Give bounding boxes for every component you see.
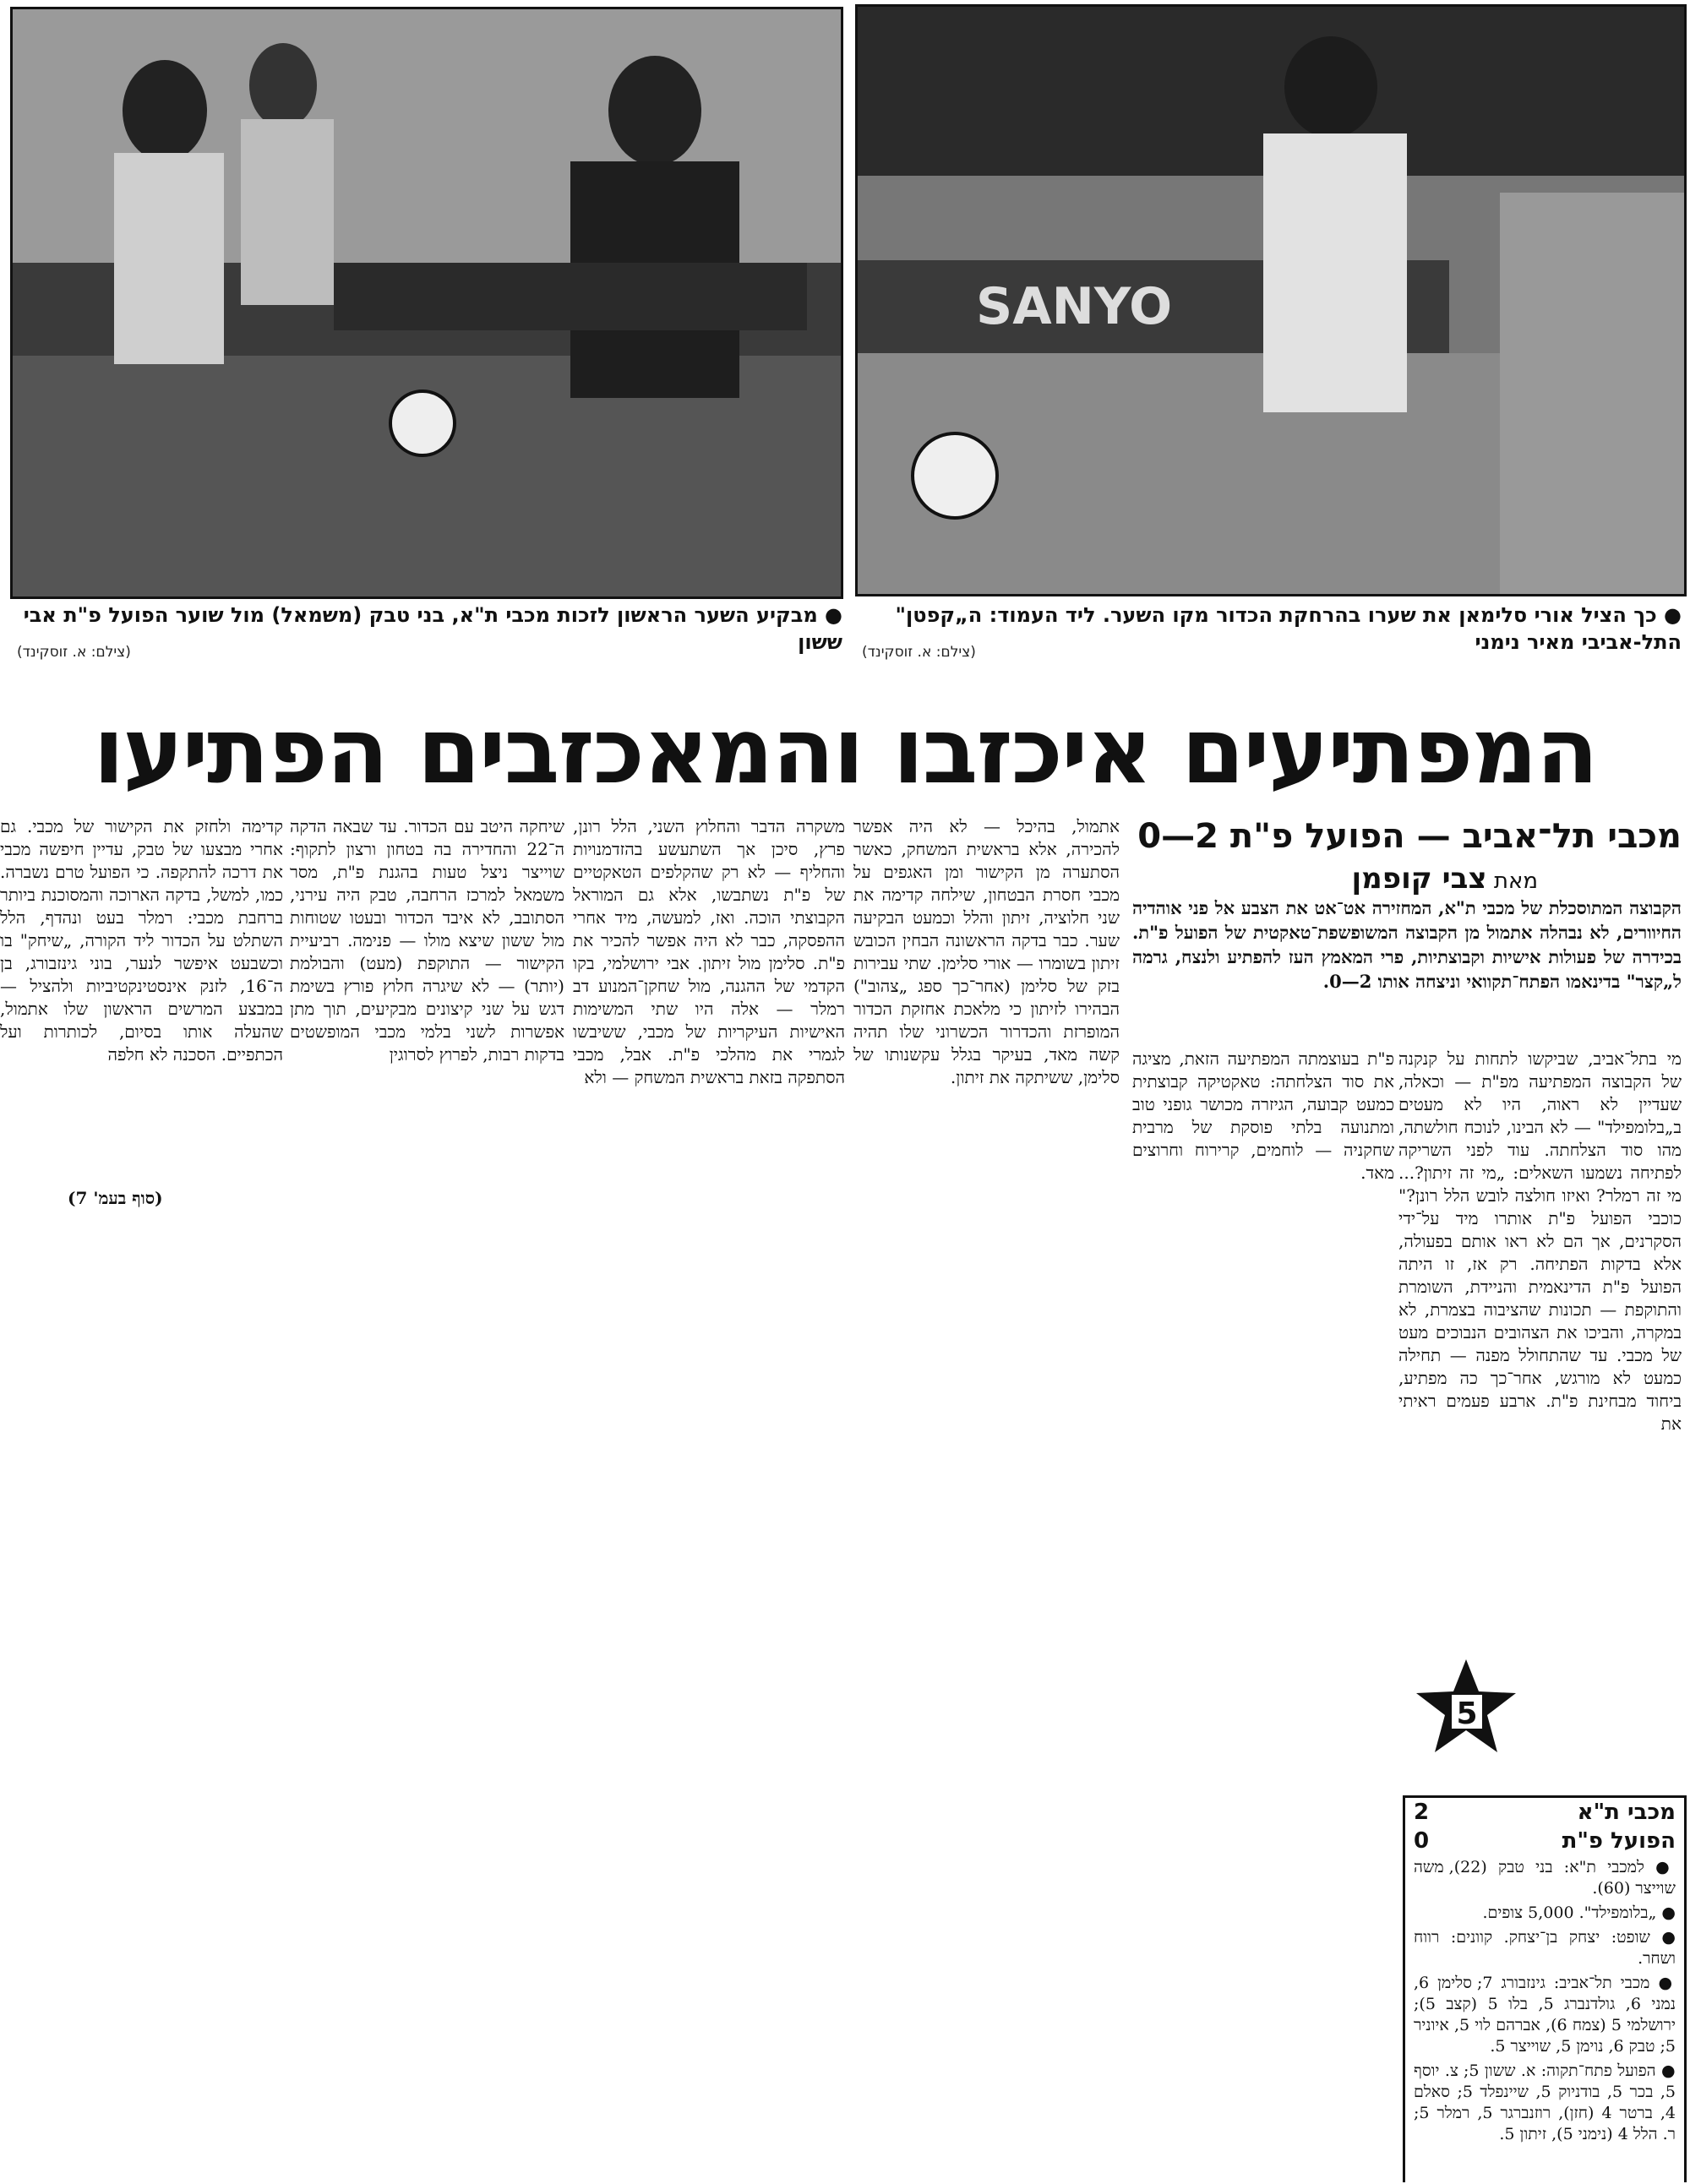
score-row-team2 xyxy=(1405,1827,1684,1855)
left-photo-credit: (צילם: א. זוסקינד) xyxy=(17,644,131,661)
right-photo-caption xyxy=(855,602,1682,656)
article-column-5 xyxy=(0,815,283,1187)
article-column-3 xyxy=(573,815,845,1212)
right-photo-caption-text: ● כך הציל אורי סלימאן את שערו בהרחקת הכדור מקו השער. ליד העמוד: ה„קפטן" התל-אביבי מאיר נימני xyxy=(895,603,1682,654)
lineup-hapoel: ● הפועל פתח־תקוה: א. ששון 5; צ. יוסף 5, בכר 5, בודניוק 5, שיינפלד 5; סאלם 4, ברטר 4 (חזן), רוזנברגר 5, רמלר 5; ר. הלל 4 (נימני 5), זיתון 5. xyxy=(1414,2061,1676,2143)
stadium-banner-text: SANYO xyxy=(976,277,1173,336)
match-scorebox xyxy=(1403,1795,1687,2182)
photo-goal-scorer-image xyxy=(13,9,841,596)
rating-star xyxy=(1411,1656,1521,1757)
scorers: ● למכבי ת"א: בני טבק (22), משה שוייצר (60). xyxy=(1414,1858,1676,1898)
article-lead xyxy=(1132,896,1682,1043)
rating-value: 5 xyxy=(1456,1697,1478,1731)
article-right-column-text: מי בתל־אביב, שביקשו לתחות על קנקנה של הקבוצה המפתיעה מפ"ת — וכאלה, שעדיין לא ראוה, היו לא מעטים ב„בלומפילד" — לא הבינו, לנוכח חולשתה, מהו סוד הצלחתה. עוד לפני השריקה לפתיחה נשמעו השאלים: „מי זה זיתון?... מי זה רמלר? ואיזו חולצה לובש הלל רונן?" כוכבי הפועל פ"ת אותרו מיד על־ידי הסקרנים, אך הם לא ראו אותם בפעולה, אלא בדקות הפתיחה. רק אז, זו היתה הפועל פ"ת הדינאמית והניידת, השומרת והתוקפת — תכונות שהציבוה בצמרת, לא במקרה, והביכו את הצהובים הנבוכים מעט של מכבי. עד שהתחולל מפנה — תחילה כמעט לא מורגש, אחר־כך כה מפתיע, ביחוד מבחינת פ"ת. ארבע פעמים ראיתי את xyxy=(1398,1048,1682,1434)
byline-name: צבי קופמן xyxy=(1351,862,1487,896)
article-right-column xyxy=(1398,1048,1682,1652)
team2-name: הפועל פ"ת xyxy=(1562,1828,1676,1854)
lineup-maccabi: ● מכבי תל־אביב: גינזבורג 7; סלימן 6, נמני 6, גולדנברג 5, בלו 5 (קצב 5); ירושלמי 5 (צמח 6), אברהם לוי 5, איוניר 5; טבק 6, נוימן 5, שוייצר 5. xyxy=(1414,1974,1676,2056)
referee: ● שופט: יצחק בן־יצחק. קוונים: רווח ושחר. xyxy=(1414,1928,1676,1968)
score-row-team1 xyxy=(1405,1798,1684,1827)
article-column-3-text: משקרה הדבר והחלוץ השני, הלל רונן, פרץ, סיכן אך השתעשע בהזדמנויות והחליף — לא רק שהקלפים הטאקטיים של פ"ת נשתבשו, אלא גם המוראל הקבוצתי הוכה. ואז, למעשה, מיד אחרי ההפסקה, כבר לא היה אפשר להכיר את פ"ת. סלימן מול זיתון. אבי ירושלמי, בקו הקדמי של ההגנה, מול שחקן־המנוע דב רמלר — אלה היו שתי המשימות האישיות העיקריות של מכבי, ששיבשו לגמרי את מהלכי פ"ת. אבל, מכבי הסתפקה בזאת בראשית המשחק — ולא xyxy=(573,816,845,1087)
right-photo-credit: (צילם: א. זוסקינד) xyxy=(862,644,976,661)
continued-note: (סוף בעמ' 7) xyxy=(68,1188,163,1208)
article-column-4 xyxy=(290,815,564,1212)
match-facts xyxy=(1405,1855,1684,2147)
photo-goalkeeper-save-image xyxy=(858,7,1684,594)
article-column-5-text: קדימה ולחזק את הקישור של מכבי. גם אחרי מבצעו של טבק, עדיין חיפשה מכבי את דרכה להתקפה. כי הפועל טרם נשברה. כמו, למשל, בדקה הארוכה והמסוכנת ביותר ברחבת מכבי: רמלר בעט ונהדף, הלל השתלט על הכדור ליד הקורה, „שיחק" בו וכשבעט איפשר לנער, בוני גינזבורג, בן ה־16, לזנק אינסטינקטיביות ולהציל — במבצע המרשים הראשון שלו אתמול, שהעלה אותו בסיום, לכותרות ועל הכתפיים. הסכנה לא חלפה xyxy=(0,816,283,1065)
byline xyxy=(1183,862,1538,896)
article-lead-text: הקבוצה המתוסכלת של מכבי ת"א, המחזירה אט־אט את הצבע אל פני אוהדיה החיוורים, לא נבהלה אתמול מן הקבוצה המשופשפת־טאקטית של הפועל פ"ת. בכידרה של פעולות אישיות וקבוצתיות, פרי המאמץ העז להפתיע ולנצח, גרמה ל„קצר" בדינאמו הפתח־תקוואי וניצחה אותו 2—0. xyxy=(1132,897,1682,992)
left-photo-caption-text: ● מבקיע השער הראשון לזכות מכבי ת"א, בני טבק (משמאל) מול שוער הפועל פ"ת אבי ששון xyxy=(23,603,842,654)
venue: ● „בלומפילד". 5,000 צופים. xyxy=(1482,1904,1676,1922)
team1-name: מכבי ת"א xyxy=(1577,1800,1676,1825)
photo-goalkeeper-save xyxy=(855,4,1687,596)
team2-score: 0 xyxy=(1414,1828,1430,1854)
photo-goal-scorer xyxy=(10,7,843,599)
match-subhead: מכבי תל־אביב — הפועל פ"ת 2—0 xyxy=(1137,817,1682,856)
article-column-2-text: אתמול, בהיכל — לא היה אפשר להכירה, אלא בראשית המשחק, כאשר הסתערה מן הקישור ומן האגפים על מכבי חסרת הבטחון, שילחה קדימה את שני חלוציה, זיתון והלל וכמעט הבקיעה שער. כבר בדקה הראשונה הבחין הכובש זיתון בשומרו — אורי סלימן. שתי עבירות בזק של סלימן (אחר־כך ספג „צהוב") הבהירו לזיתון כי מלאכת אחזקת הכדור המופרזת והכדרור הכשרוני שלו תהיה קשה מאד, בעיקר בגלל עקשנותו של סלימן, ששיתקה את זיתון. xyxy=(853,816,1120,1087)
star-icon xyxy=(1411,1656,1521,1757)
article-column-4-text: שיחקה היטב עם הכדור. עד שבאה הדקה ה־22 והחדירה בה בטחון ורצון לתקוף: שוייצר ניצל טעות בהגנת פ"ת, מסר משמאל למרכז הרחבה, טבק היה עירני, הסתובב, לא איבד הכדור ובעטו שטוחות מול ששון שיצא מולו — פנימה. רביעיית הקישור — התוקפת (מעט) והבולמת (יותר) — לא שיגרה חלוץ פורץ בשימת דגש על שני קיצונים מבקיעים, תוך מתן אפשרות לשני בלמי מכבי המופשטים בדקות רבות, לפרוץ לסרוגין xyxy=(290,816,564,1065)
page-headline: המפתיעים איכזבו והמאכזבים הפתיעו xyxy=(93,699,1597,804)
article-column-2 xyxy=(853,815,1120,1212)
team1-score: 2 xyxy=(1414,1800,1430,1825)
article-column-1-text: פ"ת בעוצמתה המפתיעה הזאת, מציגה את סוד הצלחתה: טאקטיקה קבוצתית כמעט קבועה, הגיזרה מכושר גופני טוב ומתנועה בלתי פוסקת של מרבית שחקניה — לוחמים, קרירוח וחרוצים מאד. xyxy=(1132,1048,1394,1183)
article-column-1 xyxy=(1132,1048,1394,1217)
byline-prefix: מאת xyxy=(1493,869,1538,894)
left-photo-caption xyxy=(10,602,842,656)
